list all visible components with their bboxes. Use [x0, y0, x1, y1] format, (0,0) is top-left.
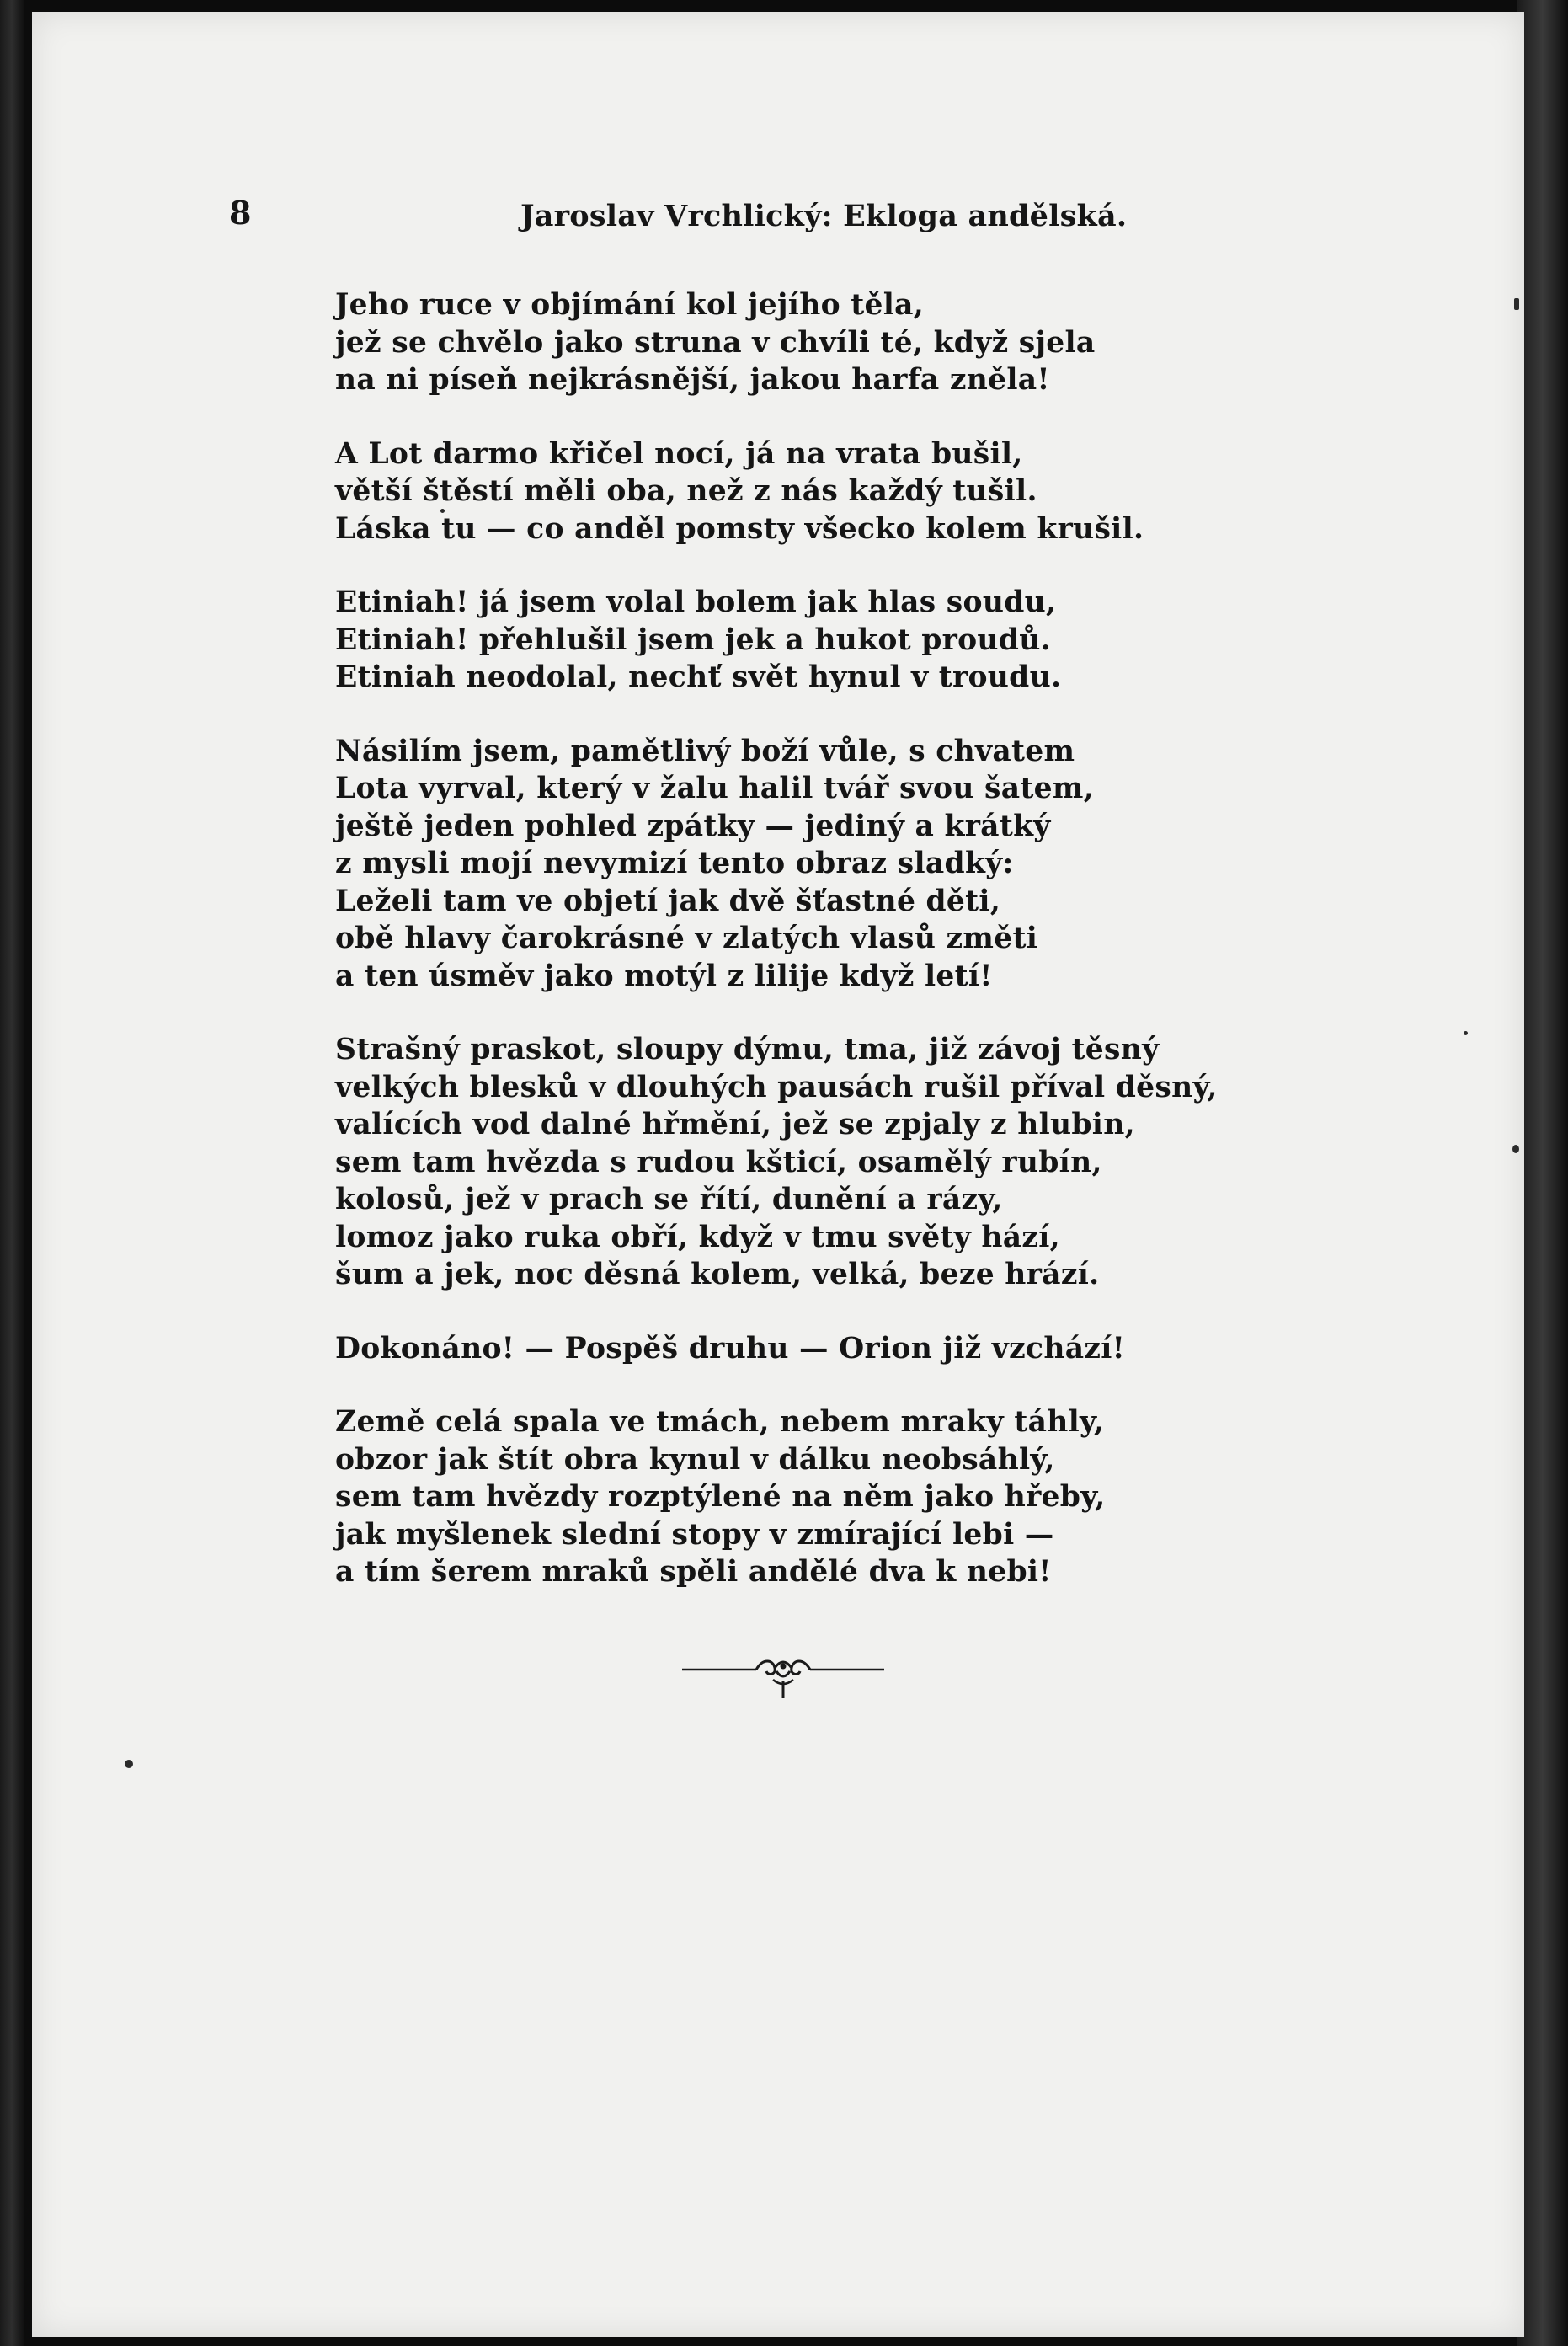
- verse-line: z mysli mojí nevymizí tento obraz sladký:: [335, 847, 1014, 880]
- verse-line: lomoz jako ruka obří, když v tmu světy hází,: [335, 1220, 1060, 1254]
- verse-line: Láska tu — co anděl pomsty všecko kolem krušil.: [335, 511, 1144, 546]
- verse-line: Etiniah neodolal, nechť svět hynul v troudu.: [335, 660, 1062, 694]
- verse-line: Strašný praskot, sloupy dýmu, tma, již závoj těsný: [335, 1033, 1160, 1066]
- verse-line: jež se chvělo jako struna v chvíli té, když sjela: [335, 325, 1096, 360]
- verse-line: Jeho ruce v objímání kol jejího těla,: [335, 288, 925, 322]
- stanza: [335, 286, 1177, 399]
- verse-line: Etiniah! já jsem volal bolem jak hlas soudu,: [335, 585, 1057, 619]
- ink-speck: [1514, 298, 1519, 310]
- verse-line: valících vod dalné hřmění, jež se zpjaly z hlubin,: [335, 1108, 1135, 1141]
- page-number: 8: [229, 194, 252, 232]
- verse-line: Násilím jsem, pamětlivý boží vůle, s chvatem: [335, 734, 1075, 768]
- verse-line: jak myšlenek slední stopy v zmírající lebi —: [335, 1517, 1054, 1552]
- verse-line: Lota vyrval, který v žalu halil tvář svou šatem,: [335, 772, 1095, 805]
- stanza: [335, 1403, 1177, 1591]
- ink-speck: [1512, 1145, 1519, 1153]
- ink-speck: [125, 1760, 133, 1768]
- stanza: [335, 1031, 1218, 1294]
- scan-right-edge: [1517, 0, 1568, 2346]
- running-title: Jaroslav Vrchlický: Ekloga andělská.: [520, 199, 1128, 233]
- stanza: [335, 733, 1177, 996]
- verse-line: A Lot darmo křičel nocí, já na vrata bušil,: [335, 436, 1023, 471]
- verse-line: Etiniah! přehlušil jsem jek a hukot proudů.: [335, 623, 1051, 657]
- ink-speck: [1464, 1031, 1468, 1035]
- stanza: [335, 1330, 1177, 1368]
- floral-vignette-ornament-icon: [682, 1651, 884, 1710]
- verse-line: Dokonáno! — Pospěš druhu — Orion již vzchází!: [335, 1331, 1126, 1365]
- verse-line: větší štěstí měli oba, než z nás každý tušil.: [335, 474, 1037, 508]
- stanza: [335, 584, 1177, 697]
- verse-line: ještě jeden pohled zpátky — jediný a krátký: [335, 809, 1051, 843]
- verse-line: a tím šerem mraků spěli andělé dva k nebi!: [335, 1555, 1052, 1589]
- verse-line: kolosů, jež v prach se řítí, dunění a rázy,: [335, 1183, 1003, 1216]
- verse-line: Země celá spala ve tmách, nebem mraky táhly,: [335, 1405, 1105, 1439]
- verse-line: sem tam hvězda s rudou kšticí, osamělý rubín,: [335, 1145, 1102, 1179]
- verse-line: Leželi tam ve objetí jak dvě šťastné děti,: [335, 884, 1001, 918]
- verse-line: obě hlavy čarokrásné v zlatých vlasů změti: [335, 922, 1038, 955]
- verse-line: obzor jak štít obra kynul v dálku neobsáhlý,: [335, 1442, 1055, 1477]
- verse-line: a ten úsměv jako motýl z lilije když letí!: [335, 959, 993, 993]
- verse-line: šum a jek, noc děsná kolem, velká, beze hrází.: [335, 1258, 1100, 1291]
- verse-line: sem tam hvězdy rozptýlené na něm jako hřeby,: [335, 1480, 1106, 1514]
- scan-left-edge: [0, 0, 24, 2346]
- verse-line: na ni píseň nejkrásnější, jakou harfa zněla!: [335, 363, 1050, 397]
- stanza: [335, 436, 1177, 548]
- verse-line: velkých blesků v dlouhých pausách rušil příval děsný,: [335, 1070, 1218, 1104]
- poem-body: [335, 286, 1218, 1627]
